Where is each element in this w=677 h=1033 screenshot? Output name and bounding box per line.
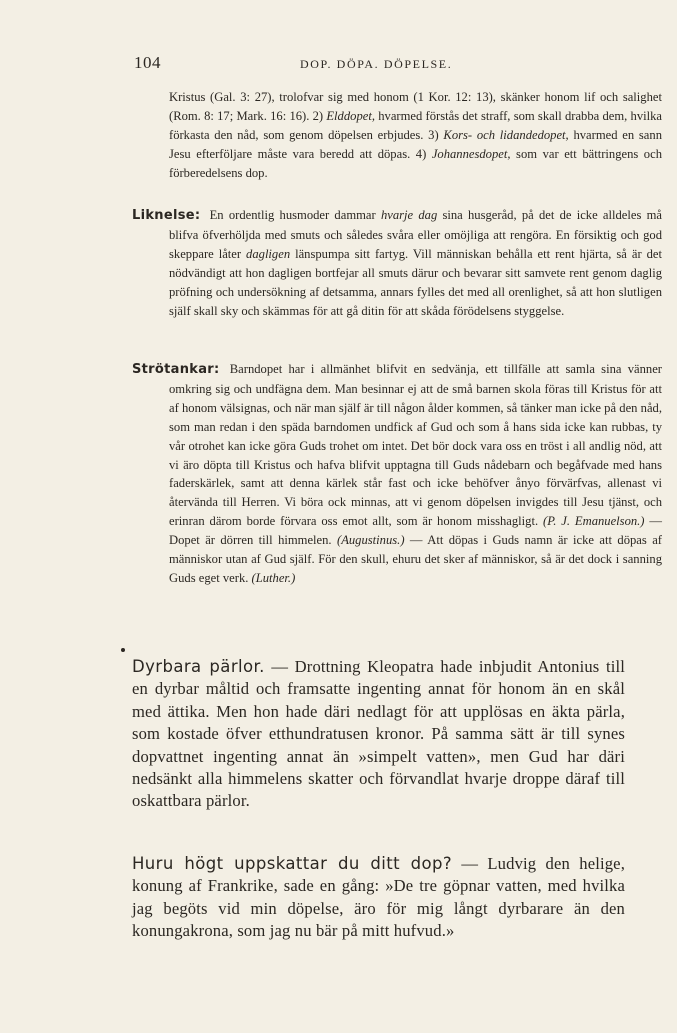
liknelse-label: Liknelse: xyxy=(132,208,201,223)
page-number: 104 xyxy=(134,53,161,72)
page-header xyxy=(0,53,677,73)
huru-heading: Huru högt uppskattar du ditt dop? xyxy=(132,854,453,873)
liknelse-paragraph: Liknelse: En ordentlig husmoder dammar hvarje dag sina husgeråd, på det de icke alldeles må blifva öfverhöljda med smuts och således svåra eller omöjliga att rengöra. En försiktig och god skeppare låter dagligen länspumpa sitt fartyg. Vill människan behålla ett rent hjärta, så är det nödvändigt att hon dagligen bortfejar all smuts därur och bevarar sitt samvete rent genom daglig pröfning och undersökning af detsamma, annars fylles det med all orenlighet, så att hon slutligen själf skall sky och skämmas för att gå ditin för att skåda förödelsens styggelse. xyxy=(132,208,662,318)
intro-paragraph: Kristus (Gal. 3: 27), trolofvar sig med honom (1 Kor. 12: 13), skänker honom lif och salighet (Rom. 8: 17; Mark. 16: 16). 2) Elddopet, hvarmed förstås det straff, som skall drabba dem, hvilka förkasta den nåd, som genom döpelsen erbjudes. 3) Kors- och lidandedopet, hvarmed en sann Jesu efterföljare måste vara beredd att döpas. 4) Johannesdopet, som var ett bättringens och förberedelsens dop. xyxy=(169,90,663,180)
strotankar-paragraph: Strötankar: Barndopet har i allmänhet blifvit en sedvänja, ett tillfälle att samla sina vänner omkring sig och undfägna dem. Man besinnar ej att de små barnen skola föras till Kristus för att af honom välsignas, och när man själf är till någon ålder kommen, så tänker man icke på den nåd, som man redan i den späda barndomen undfick af Gud och som å hans sida icke kan rubbas, ty vår otrohet kan icke göra Guds trohet om intet. Det bör dock vara oss en tröst i all andlig nöd, att vi äro döpta till Kristus och hafva blifvit upptagna till Guds nådebarn och begåfvade med hans faderskärlek, samt att denna kärlek står fast och icke behöfver ånyo förvärfvas, allenast vi återvända till Herren. Vi böra ock minnas, att vi genom döpelsen invigdes till Jesu tjänst, och erinran därom borde förvara oss emot allt, som är honom misshagligt. (P. J. Emanuelson.) — Dopet är dörren till himmelen. (Augustinus.) — Att döpas i Guds namn är icke att döpas af människor utan af Gud själf. För den skull, ehuru det sker af människor, så är det dock i sanning Guds eget verk. (Luther.) xyxy=(132,362,662,585)
dyrbara-paragraph: Dyrbara pärlor. — Drottning Kleopatra hade inbjudit Antonius till en dyrbar måltid och framsatte ingenting annat för honom än en skål med ättika. Men hon hade däri nedlagt för att upplösas en äkta pärla, som kostade öfver etthundratusen kronor. På samma sätt är till synes dopvattnet ingenting annat än »simpelt vatten», men Gud har däri nedsänkt alla himmelens skatter och förvandlat hvarje droppe däraf till oskattbara pärlor. xyxy=(132,657,625,811)
running-title: DOP. DÖPA. DÖPELSE. xyxy=(300,57,453,71)
huru-paragraph: Huru högt uppskattar du ditt dop? — Ludvig den helige, konung af Frankrike, sade en gång: »De tre göpnar vatten, med hvilka jag begöts vid min döpelse, äro för mig långt dyrbarare än den konungakrona, som jag nu bär på mitt hufvud.» xyxy=(132,854,625,941)
dyrbara-heading: Dyrbara pärlor. xyxy=(132,657,265,676)
bullet-mark xyxy=(121,648,125,652)
strotankar-label: Strötankar: xyxy=(132,362,220,377)
